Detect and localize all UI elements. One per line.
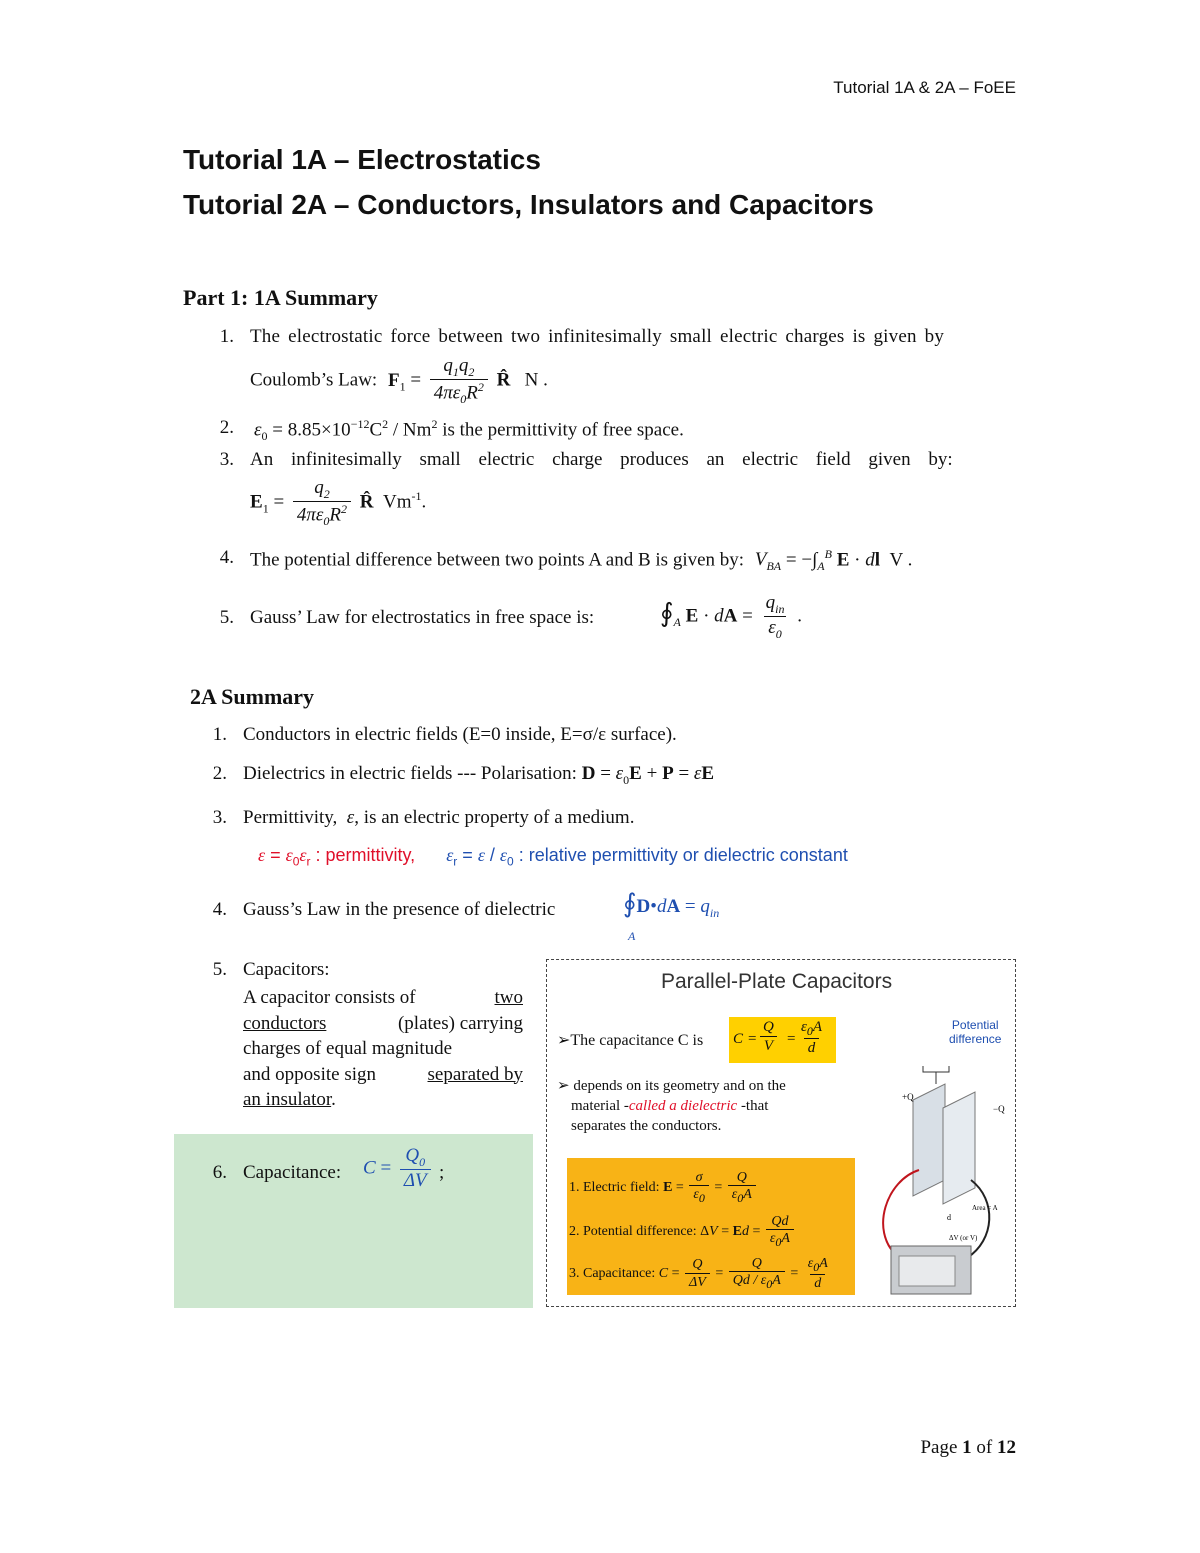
item-number: 3.: [219, 449, 234, 470]
item-text: Capacitors:: [243, 959, 330, 980]
positive-plate: [913, 1084, 945, 1196]
item-number: 3.: [212, 807, 227, 828]
item-number: 1.: [212, 724, 227, 745]
label-line: Potential: [951, 1018, 999, 1032]
label-line: difference: [949, 1032, 1002, 1046]
item-number: 6.: [212, 1162, 227, 1183]
item-number: 2.: [219, 417, 234, 438]
coulomb-label: Coulomb’s Law:: [250, 369, 378, 391]
bullet-text: -that: [737, 1098, 769, 1114]
box-line: 1. Electric field:: [569, 1179, 660, 1195]
coulomb-fraction: $\frac{q_1q_2}{4\pi\varepsilon_0R^2}$: [430, 356, 488, 406]
desc-text: two: [494, 987, 523, 1008]
item-number: 5.: [219, 607, 234, 628]
negative-plate: [943, 1092, 975, 1204]
capacitance-formula-box: C = $\frac{Q}{V}$ = $\frac{\varepsilon_0A}{d}$: [729, 1017, 836, 1063]
running-header: Tutorial 1A & 2A – FoEE: [833, 78, 1016, 97]
gauss-formula: $∮_A$ E · dA = $\frac{q_{in}}{\varepsilon_0}$ .: [660, 592, 802, 641]
permittivity-formula: $\varepsilon_0 = 8.85\times 10^{-12}C^2 / Nm^2$ is the permittivity of free space.: [254, 417, 684, 444]
potential-difference-label: [949, 1018, 1001, 1046]
item-text: An infinitesimally small electric charge produces an electric field given by:: [250, 449, 953, 470]
item-text: The potential difference between two points A and B is given by:: [250, 549, 745, 571]
dv-label: ΔV (or V): [949, 1234, 978, 1242]
item-text: Gauss’s Law in the presence of dielectric: [243, 899, 556, 920]
item-number: 4.: [219, 547, 234, 568]
formula-summary-box: 1. Electric field: E = $\frac{\sigma}{\varepsilon_0}$ = $\frac{Q}{\varepsilon_0A}$ 2. Potential difference: ΔV = Ed = $\frac{Qd}{\varepsilon_0A}$ 3. Capacitance: C = $\frac{Q}{\Delta V}$ = $\frac{Q}{Qd / \varepsilon_0A}$ = $\frac{\varepsilon_0A}{d}$: [567, 1158, 855, 1295]
capacitor-diagram: [877, 1060, 1013, 1300]
parallel-plate-figure: [546, 959, 1016, 1307]
bullet-text: depends on its geometry and on the: [573, 1078, 786, 1094]
part1-heading: Part 1: 1A Summary: [183, 285, 378, 310]
page-total: 12: [997, 1437, 1016, 1458]
area-label: Area = A: [972, 1204, 998, 1212]
figure-title: Parallel-Plate Capacitors: [661, 970, 893, 993]
arrow-bullet-icon: ➢: [557, 1032, 571, 1049]
desc-text: charges of equal magnitude: [243, 1038, 453, 1059]
item-number: 5.: [212, 959, 227, 980]
capacitor-description: [243, 985, 523, 1113]
desc-text: A capacitor consists of: [243, 987, 416, 1008]
relative-permittivity-def: $\varepsilon_r = \varepsilon / \varepsilon_0$ : relative permittivity or dielectric constant: [446, 845, 848, 869]
item-text-cont: , is an electric property of a medium.: [354, 807, 635, 828]
item-text: Capacitance:: [243, 1162, 342, 1183]
desc-text: an insulator: [243, 1089, 332, 1110]
bullet-text: The capacitance C is: [570, 1032, 704, 1049]
figure-bullet-2: [557, 1076, 786, 1136]
item-text: Conductors in electric fields (E=0 inside, E=σ/ε surface).: [243, 724, 677, 745]
bullet-text: material -: [571, 1098, 629, 1114]
item-text: Gauss’ Law for electrostatics in free space is:: [250, 607, 595, 628]
gauss-dielectric-formula: ∮D•dA = $q_{in}$: [623, 889, 720, 920]
figure-bullet-1: [557, 1030, 703, 1050]
item-text: Dielectrics in electric fields --- Polarisation:: [243, 763, 577, 784]
arrow-bullet-icon: ➢: [557, 1078, 570, 1094]
title-line-1: Tutorial 1A – Electrostatics: [183, 144, 541, 175]
dielectric-text: called a dielectric: [628, 1098, 738, 1114]
item-number: 4.: [212, 899, 227, 920]
item-text: Permittivity,: [243, 807, 338, 828]
permittivity-line: [258, 845, 848, 869]
desc-text: separated by: [427, 1063, 523, 1085]
capacitance-highlight-box: [174, 1134, 533, 1308]
d-label: d: [947, 1213, 951, 1222]
desc-text: and opposite sign: [243, 1063, 376, 1085]
coulomb-law-line: Coulomb’s Law: $F_1$ = $\frac{q_1q_2}{4\pi\varepsilon_0R^2}$ R̂ N .: [250, 355, 548, 407]
box-line: 2. Potential difference:: [569, 1223, 697, 1239]
item-number: 1.: [219, 326, 234, 347]
page-of: of: [976, 1437, 993, 1458]
permittivity-def: $\varepsilon = \varepsilon_0\varepsilon_r$ : permittivity,: [258, 845, 416, 869]
page-footer: [920, 1437, 1016, 1459]
page-prefix: Page: [920, 1437, 958, 1458]
page-number: 1: [962, 1437, 972, 1458]
field-formula: $E_1$ = $\frac{q_2}{4\pi\varepsilon_0R^2}$ R̂ $Vm^{-1}$.: [250, 477, 427, 529]
capacitance-formula: C = $\frac{Q_0}{\Delta V}$: [363, 1146, 435, 1192]
item-text: is the permittivity of free space.: [442, 419, 684, 441]
title-line-2: Tutorial 2A – Conductors, Insulators and Capacitors: [183, 189, 874, 220]
bullet-text: separates the conductors.: [571, 1118, 722, 1134]
minus-q-label: −Q: [993, 1104, 1005, 1114]
desc-text: .: [331, 1089, 336, 1110]
desc-text: (plates) carrying: [397, 1012, 523, 1034]
item-number: 2.: [212, 763, 227, 784]
box-line: 3. Capacitance:: [569, 1265, 656, 1281]
part2-heading: 2A Summary: [190, 684, 315, 709]
desc-text: conductors: [243, 1012, 327, 1034]
item-text: The electrostatic force between two infinitesimally small electric charges is given by: [250, 326, 945, 347]
plus-q-label: +Q: [902, 1092, 914, 1102]
